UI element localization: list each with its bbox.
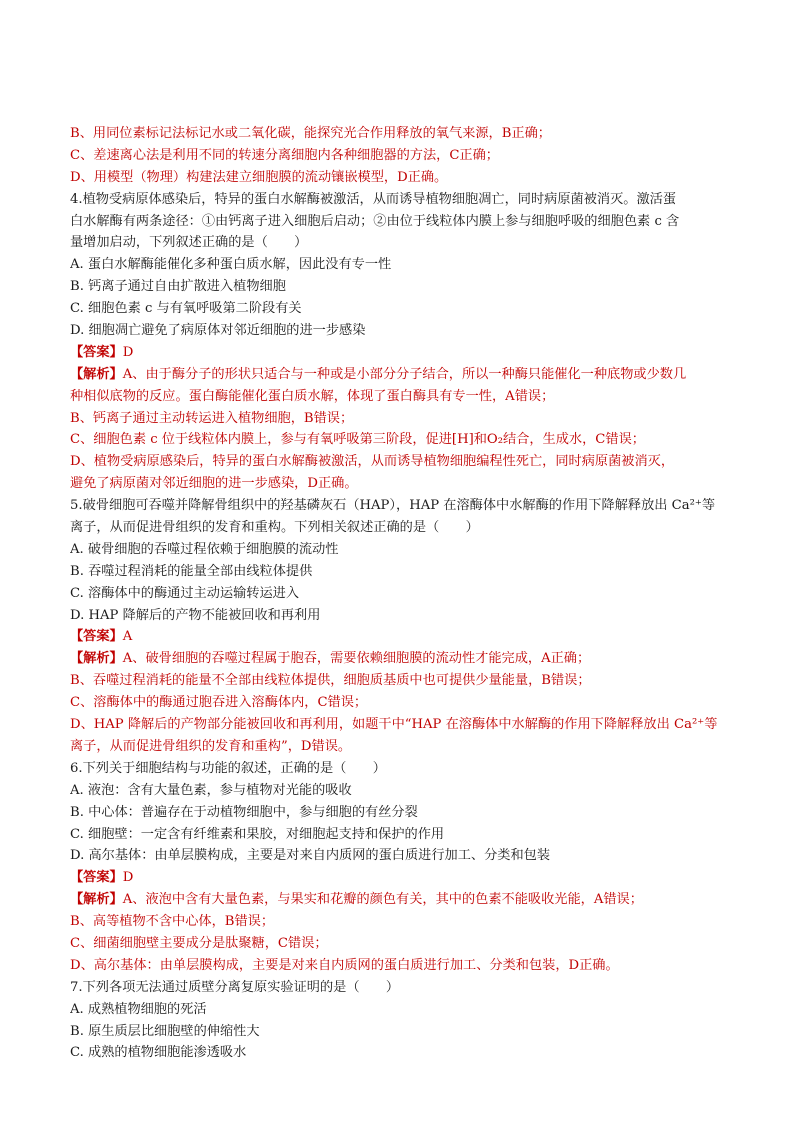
line-text: B、吞噬过程消耗的能量不全部由线粒体提供，细胞质基质中也可提供少量能量，B错误； [70, 673, 591, 689]
line-text: B. 中心体：普遍存在于动植物细胞中，参与细胞的有丝分裂 [70, 804, 418, 820]
text-line [70, 824, 730, 846]
line-text: D、高尔基体：由单层膜构成，主要是对来自内质网的蛋白质进行加工、分类和包装，D正确。 [70, 957, 619, 973]
line-text: C. 细胞色素 c 与有氧呼吸第二阶段有关 [70, 301, 302, 317]
line-text: A、破骨细胞的吞噬过程属于胞吞，需要依赖细胞膜的流动性才能完成，A正确； [122, 651, 591, 667]
text-line [70, 670, 730, 692]
text-line [70, 320, 730, 342]
text-line [70, 539, 730, 561]
section-tag: 【解析】 [70, 366, 123, 382]
text-line [70, 517, 730, 539]
text-line [70, 802, 730, 824]
section-tag: 【解析】 [70, 651, 123, 667]
text-line [70, 933, 730, 955]
line-text: 离子，从而促进骨组织的发育和重构”，D错误。 [70, 738, 352, 754]
section-tag: 【答案】 [70, 344, 123, 360]
line-text: 白水解酶有两条途径：①由钙离子进入细胞后启动；②由位于线粒体内膜上参与细胞呼吸的细胞色素 c 含 [70, 213, 680, 229]
text-line [70, 1042, 730, 1064]
text-line [70, 780, 730, 802]
line-text: 7.下列各项无法通过质壁分离复原实验证明的是（ ） [70, 979, 400, 995]
line-text: C. 细胞壁：一定含有纤维素和果胶，对细胞起支持和保护的作用 [70, 826, 445, 842]
text-line [70, 605, 730, 627]
line-text: B、高等植物不含中心体，B错误； [70, 914, 275, 930]
line-text: A. 液泡：含有大量色素，参与植物对光能的吸收 [70, 782, 352, 798]
text-line [70, 167, 730, 189]
line-text: B. 吞噬过程消耗的能量全部由线粒体提供 [70, 563, 313, 579]
line-text: D [122, 344, 134, 360]
text-line [70, 736, 730, 758]
line-text: C. 成熟的植物细胞能渗透吸水 [70, 1045, 247, 1061]
line-text: D、用模型（物理）构建法建立细胞膜的流动镶嵌模型，D正确。 [70, 169, 448, 185]
text-line [70, 583, 730, 605]
text-line [70, 276, 730, 298]
text-line [70, 758, 730, 780]
section-tag: 【解析】 [70, 892, 123, 908]
text-line [70, 626, 730, 648]
text-line [70, 254, 730, 276]
text-line [70, 845, 730, 867]
line-text: 离子，从而促进骨组织的发育和重构。下列相关叙述正确的是（ ） [70, 520, 479, 536]
text-line [70, 473, 730, 495]
line-text: 5.破骨细胞可吞噬并降解骨组织中的羟基磷灰石（HAP），HAP 在溶酶体中水解酶的作用下降解释放出 Ca²⁺等 [70, 498, 716, 514]
line-text: 种相似底物的反应。蛋白酶能催化蛋白质水解，体现了蛋白酶具有专一性，A错误； [70, 388, 555, 404]
line-text: B、钙离子通过主动转运进入植物细胞，B错误； [70, 410, 354, 426]
section-tag: 【答案】 [70, 870, 123, 886]
text-line [70, 408, 730, 430]
text-line [70, 123, 730, 145]
line-text: C. 溶酶体中的酶通过主动运输转运进入 [70, 585, 300, 601]
line-text: D、植物受病原感染后，特异的蛋白水解酶被激活，从而诱导植物细胞编程性死亡，同时病原菌被消灭， [70, 454, 675, 470]
text-line [70, 386, 730, 408]
text-line [70, 342, 730, 364]
text-line [70, 495, 730, 517]
line-text: A. 蛋白水解酶能催化多种蛋白质水解，因此没有专一性 [70, 257, 392, 273]
line-text: D. 细胞凋亡避免了病原体对邻近细胞的进一步感染 [70, 323, 366, 339]
text-line [70, 364, 730, 386]
text-line [70, 714, 730, 736]
text-line [70, 145, 730, 167]
line-text: C、差速离心法是利用不同的转速分离细胞内各种细胞器的方法，C正确； [70, 147, 499, 163]
line-text: A、由于酶分子的形状只适合与一种或是小部分分子结合，所以一种酶只能催化一种底物或少数几 [122, 366, 687, 382]
text-line [70, 999, 730, 1021]
text-line [70, 561, 730, 583]
text-line [70, 1021, 730, 1043]
line-text: C、细胞色素 c 位于线粒体内膜上，参与有氧呼吸第三阶段，促进[H]和O₂结合，生成水，C错误； [70, 432, 645, 448]
text-line [70, 232, 730, 254]
line-text: D、HAP 降解后的产物部分能被回收和再利用，如题干中“HAP 在溶酶体中水解酶的作用下降解释放出 Ca²⁺等 [70, 717, 718, 733]
line-text: D. HAP 降解后的产物不能被回收和再利用 [70, 607, 321, 623]
text-line [70, 889, 730, 911]
line-text: 6.下列关于细胞结构与功能的叙述，正确的是（ ） [70, 760, 386, 776]
line-text: A. 成熟植物细胞的死活 [70, 1001, 207, 1017]
text-line [70, 211, 730, 233]
line-text: B. 原生质层比细胞壁的伸缩性大 [70, 1023, 260, 1039]
text-line [70, 429, 730, 451]
line-text: 4.植物受病原体感染后，特异的蛋白水解酶被激活，从而诱导植物细胞凋亡，同时病原菌被消灭。激活蛋 [70, 191, 677, 207]
line-text: 避免了病原菌对邻近细胞的进一步感染，D正确。 [70, 476, 358, 492]
line-text: A. 破骨细胞的吞噬过程依赖于细胞膜的流动性 [70, 541, 339, 557]
text-line [70, 867, 730, 889]
line-text: A、液泡中含有大量色素，与果实和花瓣的颜色有关，其中的色素不能吸收光能，A错误； [122, 892, 643, 908]
text-line [70, 977, 730, 999]
line-text: C、溶酶体中的酶通过胞吞进入溶酶体内，C错误； [70, 695, 368, 711]
text-line [70, 451, 730, 473]
line-text: D. 高尔基体：由单层膜构成，主要是对来自内质网的蛋白质进行加工、分类和包装 [70, 848, 551, 864]
section-tag: 【答案】 [70, 629, 123, 645]
line-text: A [122, 629, 133, 645]
text-line [70, 648, 730, 670]
line-text: 量增加启动，下列叙述正确的是（ ） [70, 235, 308, 251]
text-line [70, 692, 730, 714]
document-page [70, 123, 730, 1064]
text-line [70, 298, 730, 320]
line-text: C、细菌细胞壁主要成分是肽聚糖，C错误； [70, 935, 328, 951]
text-line [70, 911, 730, 933]
line-text: D [122, 870, 134, 886]
text-line [70, 189, 730, 211]
text-line [70, 955, 730, 977]
line-text: B、用同位素标记法标记水或二氧化碳，能探究光合作用释放的氧气来源，B正确； [70, 126, 551, 141]
line-text: B. 钙离子通过自由扩散进入植物细胞 [70, 279, 286, 295]
